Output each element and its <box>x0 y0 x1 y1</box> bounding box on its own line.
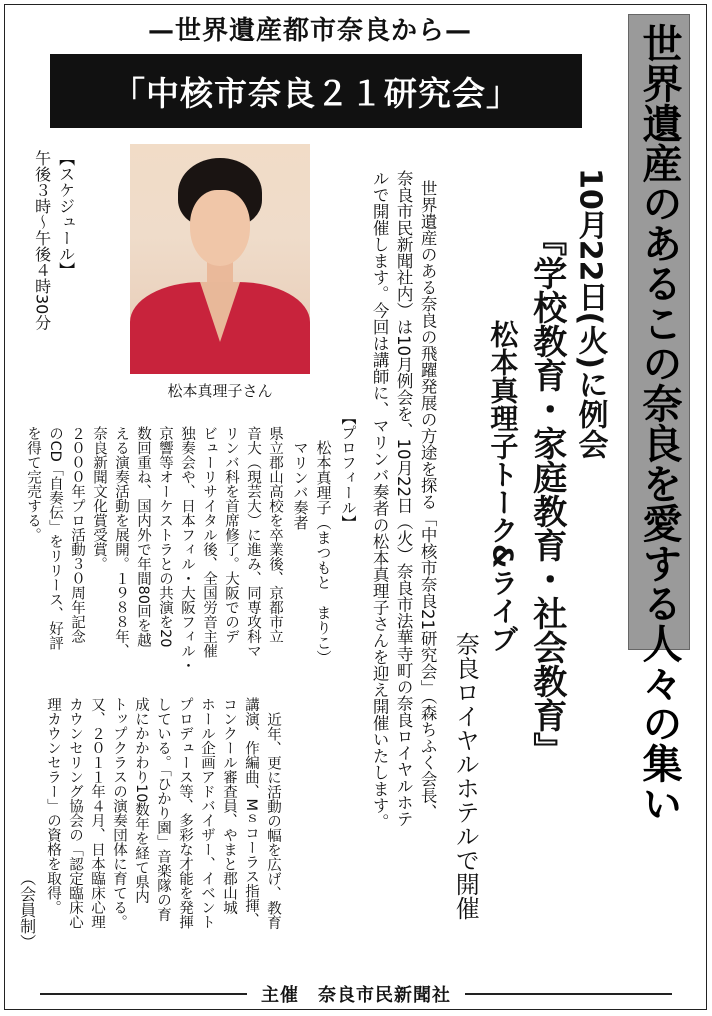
profile-line-2: ホール企画アドバイザー、イベント <box>198 697 215 929</box>
header-subtitle: —世界遺産都市奈良から— <box>147 16 472 46</box>
profile-role: マリンバ奏者 <box>291 440 310 530</box>
profile-line: ２０００年プロ活動３０周年記念 <box>68 426 85 644</box>
profile-line: 独奏会や、日本フィル・大阪フィル・ <box>178 426 195 673</box>
banner-text: 世界遺産のあるこの奈良を愛する人々の集い <box>636 23 682 823</box>
footer-rule-right <box>465 993 672 995</box>
profile-line-2: コンクール審査員、やまと郡山城 <box>220 697 237 915</box>
profile-line-2: カウンセリング協会の「認定臨床心 <box>66 697 83 929</box>
profile-line-2: している。「ひかり園」音楽隊の育 <box>154 697 171 922</box>
speaker-photo <box>130 144 310 374</box>
profile-line: ビューリサイタル後、全国労音主催 <box>200 426 217 658</box>
schedule-time: 午後３時～午後４時30分 <box>32 150 52 331</box>
profile-line: える演奏活動を展開。１９８８年、 <box>112 426 129 658</box>
intro-line-1: 世界遺産のある奈良の飛躍発展の方途を探る「中核市奈良21研究会」（森ちふく会長、 <box>418 180 438 820</box>
profile-line: のCD「自奏伝」をリリース、好評 <box>46 426 63 651</box>
membership-note: （会員制） <box>17 870 37 950</box>
event-date: 10月22日(火)に例会 <box>572 168 608 459</box>
profile-line: 県立郡山高校を卒業後、京都市立 <box>266 426 283 644</box>
event-speaker-line: 松本真理子トーク&ライブ <box>486 320 520 653</box>
profile-line-2: トップクラスの演奏団体に育てる。 <box>110 697 127 929</box>
photo-face <box>190 190 250 266</box>
profile-line-2: 成にかかわり10数年を経て県内 <box>132 697 149 904</box>
profile-line: 奈良新聞文化賞受賞。 <box>90 426 107 571</box>
right-banner <box>628 14 690 823</box>
profile-line-2: 又、２０１１年４月、日本臨床心理 <box>88 697 105 929</box>
profile-line-2: 講演、作編曲、Mｓコーラス指揮、 <box>242 697 259 928</box>
schedule-heading: 【スケジュール】 <box>56 150 76 278</box>
footer <box>40 982 672 1006</box>
intro-line-2: 奈良市民新聞社内）は10月例会を、10月22日（火）奈良市法華寺町の奈良ロイヤルホテ <box>394 170 414 827</box>
profile-line: 音大（現芸大）に進み、同専攻科マ <box>244 426 261 658</box>
header-title: 「中核市奈良２１研究会」 <box>50 54 582 128</box>
profile-line: 数回重ね、国内外で年間80回を越 <box>134 426 151 648</box>
profile-line-2: プロデュース等、多彩な才能を発揮 <box>176 697 193 929</box>
profile-name: 松本真理子（まつもと まりこ） <box>314 440 333 665</box>
event-venue-line: 奈良ロイヤルホテルで開催 <box>451 632 480 920</box>
footer-rule-left <box>40 993 247 995</box>
profile-line-2: 近年、更に活動の幅を広げ、教育 <box>264 712 281 930</box>
intro-line-3: ルで開催します。今回は講師に、マリンバ奏者の松本真理子さんを迎え開催いたします。 <box>370 170 390 830</box>
photo-caption: 松本真理子さん <box>167 382 273 400</box>
profile-line: を得て完売する。 <box>24 426 41 542</box>
event-topic: 『学校教育・家庭教育・社会教育』 <box>526 222 567 766</box>
profile-heading: 【プロフィール】 <box>339 410 358 530</box>
footer-organizer: 主催 奈良市民新聞社 <box>261 985 451 1006</box>
profile-line: 京響等オーケストラとの共演を20 <box>156 426 173 648</box>
profile-line: リンバ科を首席修了。大阪でのデ <box>222 426 239 644</box>
profile-line-2: 理カウンセラー」の資格を取得。 <box>44 697 61 915</box>
